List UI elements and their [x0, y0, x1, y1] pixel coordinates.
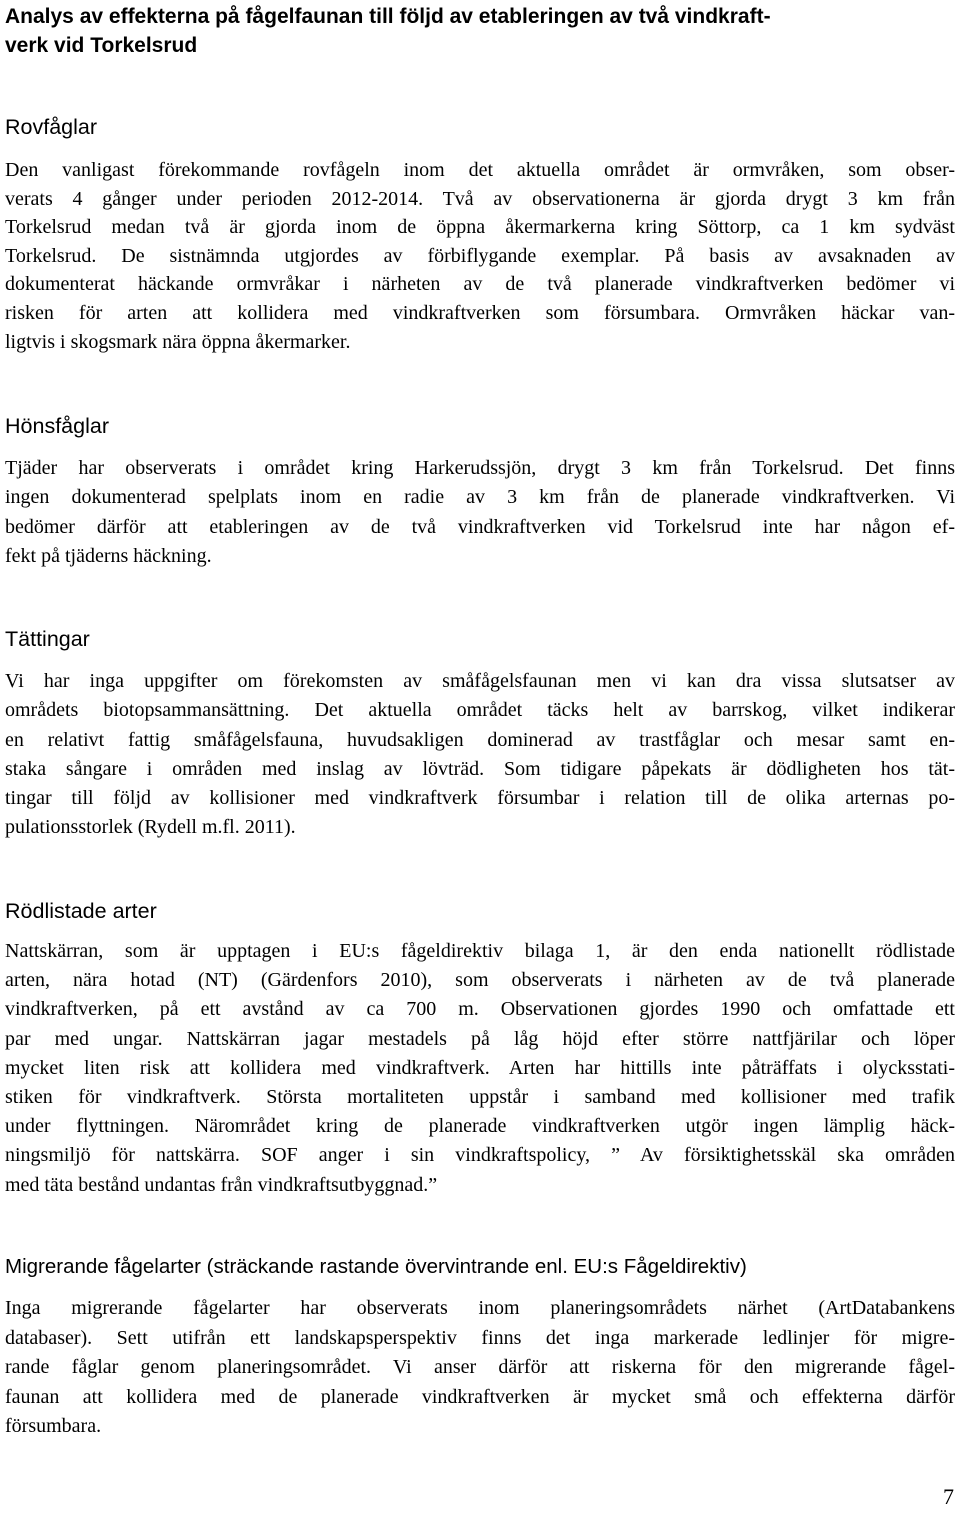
paragraph-line: arten, nära hotad (NT) (Gärdenfors 2010), som observerats i närheten av de två planerade	[5, 969, 955, 992]
paragraph-line: mycket liten risk att kollidera med vindkraftverk. Arten har hittills inte påträffats i olycksstati-	[5, 1056, 955, 1079]
paragraph-line: fekt på tjäderns häckning.	[5, 544, 212, 567]
paragraph-line: Tjäder har observerats i området kring Harkerudssjön, drygt 3 km från Torkelsrud. Det finns	[5, 457, 955, 479]
paragraph-line: risken för arten att kollidera med vindkraftverken som försumbara. Ormvråken häckar van-	[5, 301, 955, 324]
section-paragraph-honsfaglar	[5, 454, 955, 571]
paragraph-line: tingar till följd av kollisioner med vindkraftverk försumbar i relation till de olika arternas po-	[5, 787, 955, 810]
section-heading-migrerande-fagelarter: Migrerande fågelarter (sträckande rastande övervintrande enl. EU:s Fågeldirektiv)	[5, 1255, 747, 1278]
paragraph-line: verats 4 gånger under perioden 2012-2014. Två av observationerna är gjorda drygt 3 km från	[5, 187, 955, 210]
paragraph-line: under flyttningen. Närområdet kring de planerade vindkraftverken utgör ingen lämplig häck-	[5, 1115, 955, 1138]
paragraph-line: par med ungar. Nattskärran jagar mestadels på låg höjd efter större nattfjärilar och löper	[5, 1027, 955, 1050]
paragraph-line: stiken för vindkraftverk. Största mortaliteten uppstår i samband med kollisioner med trafik	[5, 1086, 955, 1109]
paragraph-line: områdets biotopsammansättning. Det aktuella området täcks helt av barrskog, vilket indikerar	[5, 699, 955, 722]
paragraph-line: ningsmiljö för nattskärra. SOF anger i sin vindkraftspolicy, ” Av försiktighetsskäl ska områden	[5, 1144, 955, 1167]
section-paragraph-migrerande-fagelarter	[5, 1294, 955, 1442]
paragraph-line: Den vanligast förekommande rovfågeln inom det aktuella området är ormvråken, som obser-	[5, 159, 955, 181]
paragraph-line: en relativt fattig småfågelsfauna, huvudsakligen dominerad av trastfåglar och mesar samt en-	[5, 728, 955, 751]
paragraph-line: vindkraftverken, på ett avstånd av ca 700 m. Observationen gjordes 1990 och omfattade ett	[5, 998, 955, 1021]
paragraph-line: databaser). Sett utifrån ett landskapsperspektiv finns det inga markerade ledlinjer för migre-	[5, 1326, 955, 1349]
paragraph-line: dokumenterat häckande ormvråkar i närheten av de två planerade vindkraftverken bedömer vi	[5, 273, 955, 296]
page-number: 7	[943, 1484, 954, 1509]
title-line: verk vid Torkelsrud	[5, 34, 198, 57]
paragraph-line: rande fåglar genom planeringsområdet. Vi anser därför att riskerna för den migrerande fågel-	[5, 1356, 955, 1378]
paragraph-line: ligtvis i skogsmark nära öppna åkermarker.	[5, 330, 351, 353]
section-heading-tattingar: Tättingar	[5, 627, 90, 651]
document-title	[5, 2, 935, 60]
section-paragraph-rovfaglar	[5, 156, 955, 356]
section-paragraph-tattingar	[5, 667, 955, 843]
section-paragraph-rodlistade-arter	[5, 937, 955, 1200]
section-heading-rodlistade-arter: Rödlistade arter	[5, 899, 157, 923]
section-heading-honsfaglar: Hönsfåglar	[5, 414, 109, 438]
paragraph-line: försumbara.	[5, 1415, 102, 1437]
title-line: Analys av effekterna på fågelfaunan till följd av etableringen av två vindkraft-	[5, 5, 771, 28]
paragraph-line: faunan att kollidera med de planerade vindkraftverken är mycket små och effekterna därför	[5, 1385, 955, 1408]
section-heading-rovfaglar: Rovfåglar	[5, 115, 98, 139]
paragraph-line: Vi har inga uppgifter om förekomsten av småfågelsfaunan men vi kan dra vissa slutsatser av	[5, 670, 955, 692]
paragraph-line: Inga migrerande fågelarter har observerats inom planeringsområdets närhet (ArtDatabankens	[5, 1297, 955, 1319]
paragraph-line: med täta bestånd undantas från vindkraftsutbyggnad.”	[5, 1173, 438, 1196]
paragraph-line: pulationsstorlek (Rydell m.fl. 2011).	[5, 816, 296, 839]
paragraph-line: Torkelsrud. De sistnämnda utgjordes av förbiflygande exemplar. På basis av avsaknaden av	[5, 244, 955, 267]
paragraph-line: staka sångare i områden med inslag av lövträd. Som tidigare påpekats är dödligheten hos tät-	[5, 757, 955, 780]
paragraph-line: Torkelsrud medan två är gjorda inom de öppna åkermarkerna kring Söttorp, ca 1 km sydväst	[5, 216, 955, 239]
paragraph-line: Nattskärran, som är upptagen i EU:s fågeldirektiv bilaga 1, är den enda nationellt rödlistade	[5, 940, 955, 962]
paragraph-line: ingen dokumenterad spelplats inom en radie av 3 km från de planerade vindkraftverken. Vi	[5, 486, 955, 509]
paragraph-line: bedömer därför att etableringen av de två vindkraftverken vid Torkelsrud inte har någon ef-	[5, 515, 955, 538]
